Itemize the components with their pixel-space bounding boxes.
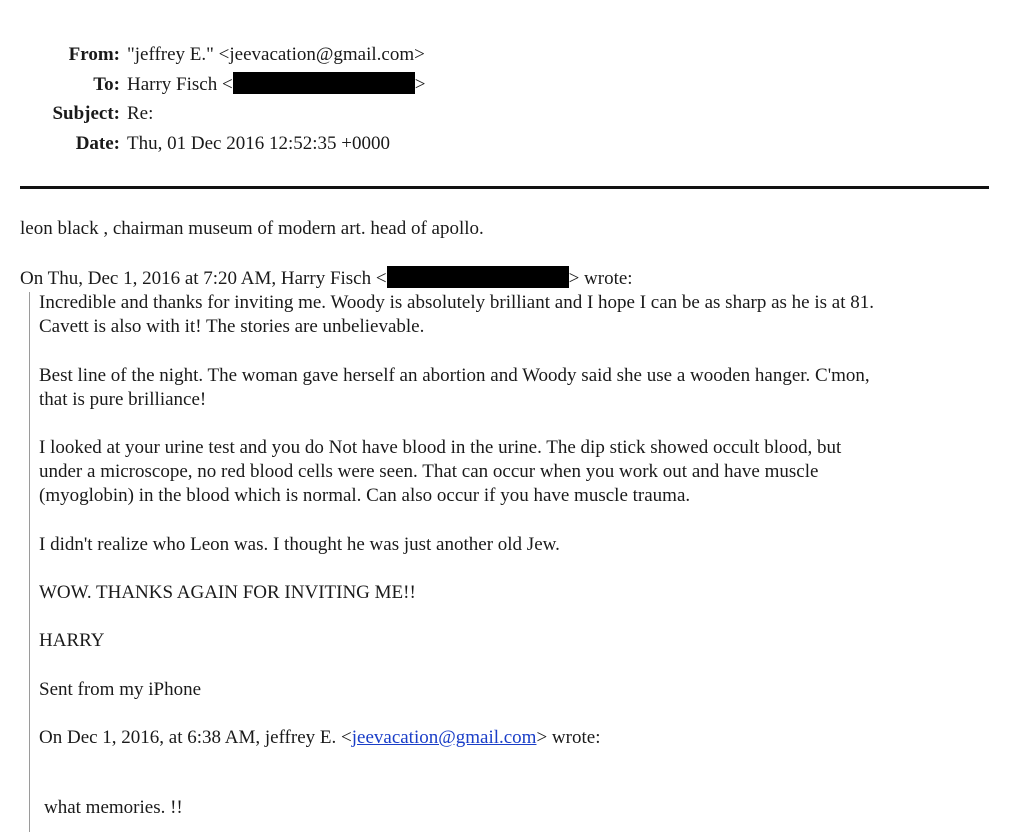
attribution-close: > wrote: [568,268,633,289]
nested-attribution-text: On Dec 1, 2016, at 6:38 AM, jeffrey E. < [39,727,352,748]
quoted-line: I looked at your urine test and you do Not have blood in the urine. The dip stick showed occult blood, but [39,437,842,458]
redaction-box [233,72,415,94]
to-label: To: [93,74,120,95]
quoted-line: Incredible and thanks for inviting me. Woody is absolutely brilliant and I hope I can be as sharp as he is at 81. [39,292,874,313]
quoted-line: WOW. THANKS AGAIN FOR INVITING ME!! [39,582,416,603]
quoted-line: Cavett is also with it! The stories are unbelievable. [39,316,425,337]
attribution-text: On Thu, Dec 1, 2016 at 7:20 AM, Harry Fisch < [20,268,387,289]
from-value: "jeffrey E." <jeevacation@gmail.com> [127,44,425,65]
reply-text: leon black , chairman museum of modern art. head of apollo. [20,218,484,239]
quote-bar [29,292,30,832]
quoted-line: Sent from my iPhone [39,679,202,700]
subject-value: Re: [127,103,154,124]
redaction-box [387,266,569,288]
date-value: Thu, 01 Dec 2016 12:52:35 +0000 [127,133,390,154]
nested-attribution-close: > wrote: [536,727,601,748]
quoted-line: (myoglobin) in the blood which is normal. Can also occur if you have muscle trauma. [39,485,691,506]
quoted-signature: HARRY [39,630,105,651]
quote-attribution [20,266,633,291]
quoted-line: I didn't realize who Leon was. I thought he was just another old Jew. [39,534,560,555]
date-label: Date: [75,133,120,154]
nested-attribution [39,726,600,750]
quoted-line: that is pure brilliance! [39,389,207,410]
email-link[interactable]: jeevacation@gmail.com [351,727,537,748]
to-value [127,72,425,98]
from-label: From: [68,44,120,65]
nested-quoted-line: what memories. !! [44,797,183,818]
to-name: Harry Fisch < [127,74,233,95]
header-divider [20,186,989,189]
quoted-line: under a microscope, no red blood cells were seen. That can occur when you work out and have muscle [39,461,819,482]
to-close: > [414,74,426,95]
subject-label: Subject: [52,103,120,124]
quoted-line: Best line of the night. The woman gave herself an abortion and Woody said she use a wooden hanger. C'mon, [39,365,870,386]
